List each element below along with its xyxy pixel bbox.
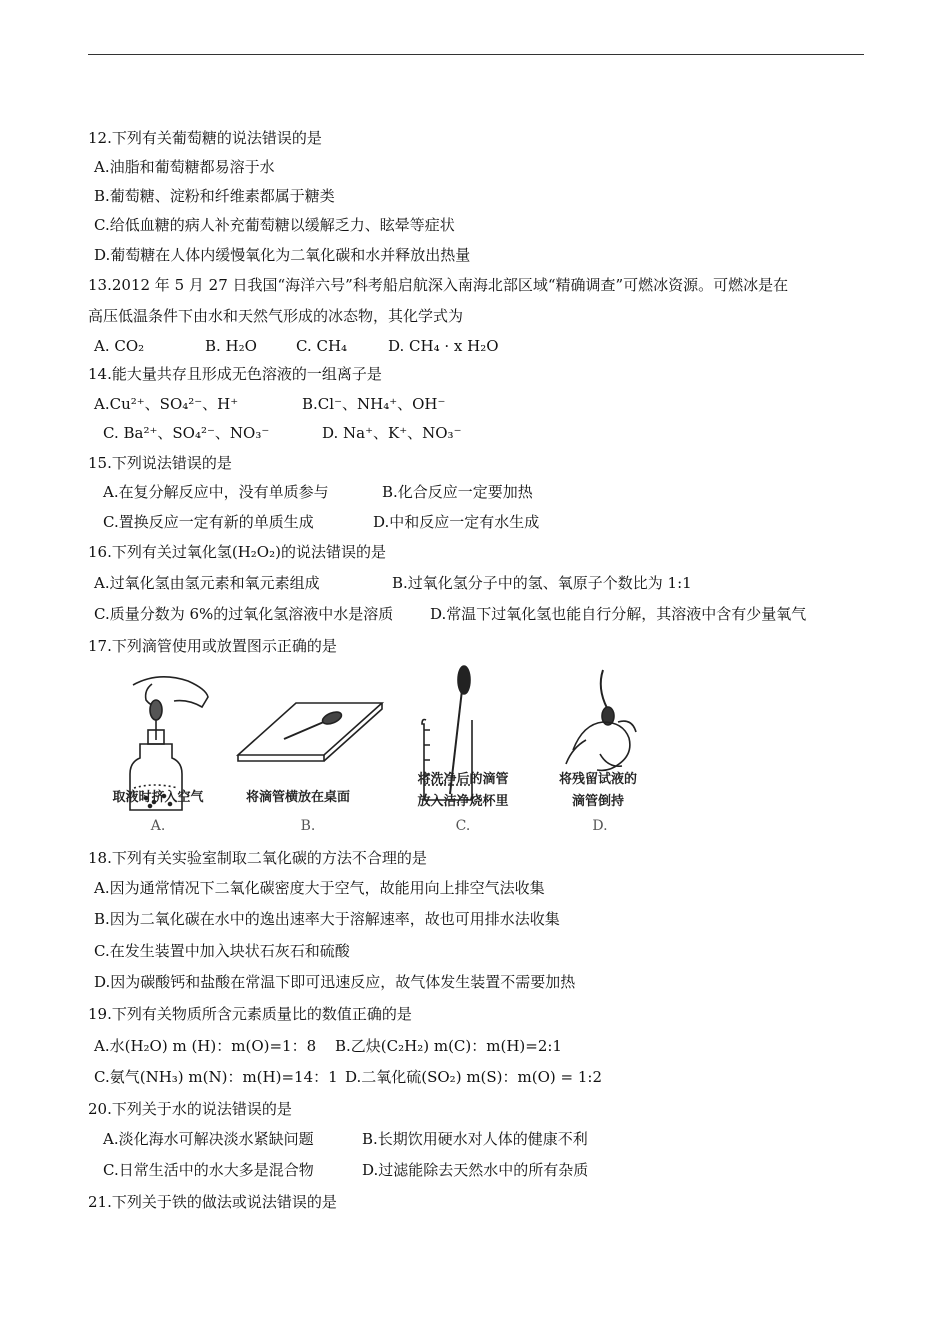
- figure-d-letter: D.: [592, 818, 608, 834]
- q13-stem-line2: 高压低温条件下由水和天然气形成的冰态物，其化学式为: [88, 307, 464, 325]
- q18-stem: 18.下列有关实验室制取二氧化碳的方法不合理的是: [88, 849, 427, 867]
- figure-a-letter: A.: [150, 818, 166, 834]
- q12-option-c: C.给低血糖的病人补充葡萄糖以缓解乏力、眩晕等症状: [94, 216, 455, 234]
- q20-option-d: D.过滤能除去天然水中的所有杂质: [362, 1161, 589, 1179]
- q16-option-c: C.质量分数为 6%的过氧化氢溶液中水是溶质: [94, 605, 394, 623]
- q18-option-d: D.因为碳酸钙和盐酸在常温下即可迅速反应，故气体发生装置不需要加热: [94, 973, 576, 991]
- q19-option-b: B.乙炔(C₂H₂) m(C)：m(H)=2:1: [335, 1037, 562, 1055]
- figure-d-caption-line2: 滴管倒持: [571, 794, 624, 809]
- q20-option-b: B.长期饮用硬水对人体的健康不利: [362, 1130, 588, 1148]
- q15-option-b: B.化合反应一定要加热: [382, 483, 533, 501]
- figure-c-letter: C.: [455, 818, 471, 834]
- header-rule: [88, 54, 864, 55]
- q13-option-b: B. H₂O: [205, 337, 257, 355]
- q14-option-a: A.Cu²⁺、SO₄²⁻、H⁺: [94, 395, 239, 413]
- q19-option-a: A.水(H₂O) m (H)：m(O)=1：8: [94, 1037, 317, 1055]
- q13-option-a: A. CO₂: [94, 337, 145, 355]
- q16-option-d: D.常温下过氧化氢也能自行分解，其溶液中含有少量氧气: [430, 605, 807, 623]
- q15-option-a: A.在复分解反应中，没有单质参与: [103, 483, 329, 501]
- q21-stem: 21.下列关于铁的做法或说法错误的是: [88, 1193, 337, 1211]
- q20-option-a: A.淡化海水可解决淡水紧缺问题: [103, 1130, 314, 1148]
- q12-stem: 12.下列有关葡萄糖的说法错误的是: [88, 129, 322, 147]
- q19-option-c: C.氨气(NH₃) m(N)：m(H)=14：1: [94, 1068, 338, 1086]
- q14-option-b: B.Cl⁻、NH₄⁺、OH⁻: [302, 395, 446, 413]
- q13-option-c: C. CH₄: [296, 337, 348, 355]
- q19-stem: 19.下列有关物质所含元素质量比的数值正确的是: [88, 1005, 412, 1023]
- q13-option-d: D. CH₄ · x H₂O: [388, 337, 499, 355]
- figure-a-caption: 取液时挤入空气: [112, 790, 204, 805]
- q19-option-d: D.二氧化硫(SO₂) m(S)：m(O) = 1:2: [345, 1068, 602, 1086]
- q14-option-d: D. Na⁺、K⁺、NO₃⁻: [322, 424, 462, 442]
- figure-b-letter: B.: [300, 818, 316, 834]
- q18-option-c: C.在发生装置中加入块状石灰石和硫酸: [94, 942, 350, 960]
- q18-option-a: A.因为通常情况下二氧化碳密度大于空气，故能用向上排空气法收集: [94, 879, 545, 897]
- q15-option-d: D.中和反应一定有水生成: [373, 513, 540, 531]
- q12-option-a: A.油脂和葡萄糖都易溶于水: [94, 158, 275, 176]
- q16-stem: 16.下列有关过氧化氢(H₂O₂)的说法错误的是: [88, 543, 386, 561]
- q15-stem: 15.下列说法错误的是: [88, 454, 232, 472]
- dropper-figure: [88, 660, 688, 840]
- q13-stem-line1: 13.2012 年 5 月 27 日我国“海洋六号”科考船启航深入南海北部区域“精确调查”可燃冰资源。可燃冰是在: [88, 276, 789, 294]
- figure-c-caption-line2: 放入洁净烧杯里: [417, 794, 509, 809]
- q16-option-a: A.过氧化氢由氢元素和氧元素组成: [94, 574, 320, 592]
- q14-option-c: C. Ba²⁺、SO₄²⁻、NO₃⁻: [103, 424, 270, 442]
- dropper-illustrations: [88, 660, 688, 840]
- figure-b-caption: 将滴管横放在桌面: [245, 790, 350, 805]
- figure-d-caption-line1: 将残留试液的: [558, 772, 637, 787]
- q17-stem: 17.下列滴管使用或放置图示正确的是: [88, 637, 337, 655]
- figure-c-caption-line1: 将洗净后的滴管: [417, 772, 509, 787]
- figure-d-drawing: [566, 670, 636, 770]
- q12-option-b: B.葡萄糖、淀粉和纤维素都属于糖类: [94, 187, 335, 205]
- q18-option-b: B.因为二氧化碳在水中的逸出速率大于溶解速率，故也可用排水法收集: [94, 910, 560, 928]
- q12-option-d: D.葡萄糖在人体内缓慢氧化为二氧化碳和水并释放出热量: [94, 246, 471, 264]
- q20-stem: 20.下列关于水的说法错误的是: [88, 1100, 292, 1118]
- figure-b-drawing: [238, 703, 382, 761]
- q15-option-c: C.置换反应一定有新的单质生成: [103, 513, 314, 531]
- q16-option-b: B.过氧化氢分子中的氢、氧原子个数比为 1:1: [392, 574, 692, 592]
- q20-option-c: C.日常生活中的水大多是混合物: [103, 1161, 314, 1179]
- q14-stem: 14.能大量共存且形成无色溶液的一组离子是: [88, 365, 382, 383]
